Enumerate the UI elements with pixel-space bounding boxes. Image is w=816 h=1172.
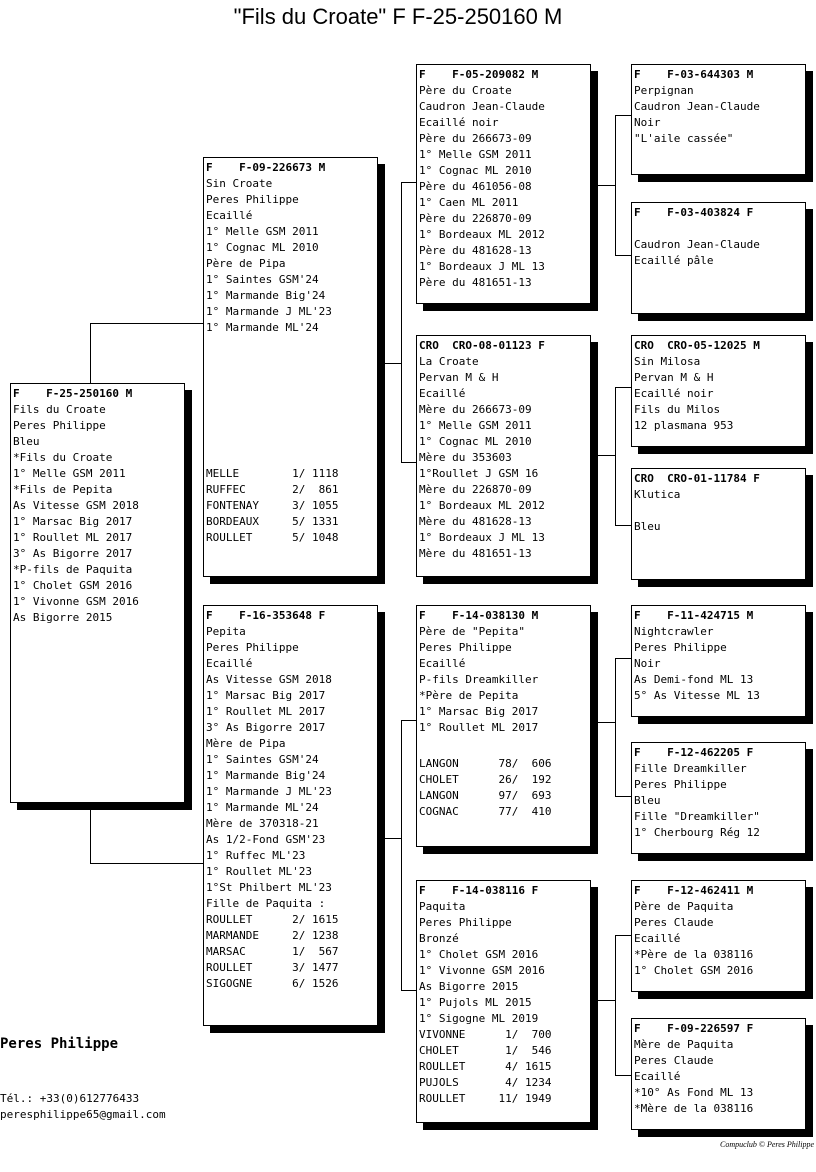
- ring-number-header: F F-25-250160 M: [13, 387, 133, 400]
- pedigree-line: 1° Pujols ML 2015: [419, 996, 532, 1009]
- pedigree-line: 1° Cholet GSM 2016: [419, 948, 539, 961]
- pedigree-line: 1° Marmande ML'24: [206, 321, 319, 334]
- connector-line: [615, 935, 632, 936]
- pedigree-line: 5° As Vitesse ML 13: [634, 689, 760, 702]
- pedigree-line: 1° Roullet ML 2017: [206, 705, 326, 718]
- ring-number-header: CRO CRO-01-11784 F: [634, 472, 760, 485]
- pedigree-line: Peres Philippe: [634, 641, 727, 654]
- pedigree-line: Caudron Jean-Claude: [419, 100, 545, 113]
- software-credit: Compuclub © Peres Philippe: [720, 1140, 814, 1149]
- pedigree-line: Paquita: [419, 900, 466, 913]
- pedigree-line: [632, 503, 805, 519]
- pedigree-line: Noir: [634, 657, 661, 670]
- connector-line: [615, 387, 616, 525]
- pedigree-line: *10° As Fond ML 13: [634, 1086, 754, 1099]
- pedigree-line: 1° Roullet ML 2017: [419, 721, 539, 734]
- race-result-line: LANGON 78/ 606: [419, 757, 552, 770]
- pedigree-line: Père de Pipa: [206, 257, 286, 270]
- connector-line: [615, 796, 632, 797]
- pedigree-line: Pervan M & H: [419, 371, 499, 384]
- pedigree-line: ROULLET 3/ 1477: [206, 961, 339, 974]
- pedigree-line: 1°Roullet J GSM 16: [419, 467, 539, 480]
- pedigree-line: Ecaillé: [206, 657, 253, 670]
- ring-number-header: F F-14-038130 M: [419, 609, 539, 622]
- pedigree-line: PUJOLS 4/ 1234: [419, 1076, 552, 1089]
- pedigree-line: Peres Philippe: [634, 778, 727, 791]
- sire-card: [203, 157, 378, 577]
- pedigree-line: Ecaillé: [634, 932, 681, 945]
- great-grandparent-card: [631, 605, 806, 717]
- pedigree-line: "L'aile cassée": [634, 132, 734, 145]
- pedigree-line: 1° Saintes GSM'24: [206, 273, 319, 286]
- pedigree-line: 1° Ruffec ML'23: [206, 849, 306, 862]
- pedigree-line: Fille "Dreamkiller": [634, 810, 760, 823]
- pedigree-line: Perpignan: [634, 84, 694, 97]
- pedigree-line: As Bigorre 2015: [419, 980, 519, 993]
- pedigree-line: 1° Cognac ML 2010: [419, 435, 532, 448]
- paternal-granddam-card: [416, 335, 591, 577]
- ring-number-header: F F-14-038116 F: [419, 884, 539, 897]
- pedigree-line: 1° Cholet GSM 2016: [634, 964, 754, 977]
- page-title: "Fils du Croate" F F-25-250160 M: [233, 4, 563, 29]
- pedigree-line: Peres Philippe: [206, 193, 299, 206]
- pedigree-line: Bleu: [634, 520, 661, 533]
- pedigree-line: 1° Marmande Big'24: [206, 769, 326, 782]
- great-grandparent-card: [631, 468, 806, 580]
- pedigree-line: 1° Marsac Big 2017: [206, 689, 326, 702]
- maternal-granddam-card: [416, 880, 591, 1123]
- pedigree-line: Peres Philippe: [206, 641, 299, 654]
- paternal-grandsire-card: [416, 64, 591, 304]
- ring-number-header: F F-16-353648 F: [206, 609, 326, 622]
- pedigree-line: Père du 461056-08: [419, 180, 532, 193]
- pedigree-line: 3° As Bigorre 2017: [13, 547, 133, 560]
- pedigree-line: Mère du 481651-13: [419, 547, 532, 560]
- pedigree-line: Mère du 226870-09: [419, 483, 532, 496]
- pedigree-line: VIVONNE 1/ 700: [419, 1028, 552, 1041]
- pedigree-line: Peres Philippe: [419, 641, 512, 654]
- pedigree-line: Père du 481628-13: [419, 244, 532, 257]
- pedigree-line: Fille de Paquita :: [206, 897, 326, 910]
- connector-line: [615, 525, 632, 526]
- pedigree-line: SIGOGNE 6/ 1526: [206, 977, 339, 990]
- pedigree-line: Fils du Croate: [13, 403, 106, 416]
- connector-line: [90, 323, 91, 385]
- pedigree-line: Père de Paquita: [634, 900, 734, 913]
- ring-number-header: F F-12-462411 M: [634, 884, 754, 897]
- connector-line: [597, 1000, 615, 1001]
- ring-number-header: F F-03-403824 F: [634, 206, 754, 219]
- pedigree-line: 1° Vivonne GSM 2016: [13, 595, 139, 608]
- pedigree-line: 1° Roullet ML 2017: [13, 531, 133, 544]
- pedigree-line: 1° Sigogne ML 2019: [419, 1012, 539, 1025]
- pedigree-line: Noir: [634, 116, 661, 129]
- pedigree-line: Pepita: [206, 625, 246, 638]
- maternal-grandsire-card: [416, 605, 591, 847]
- pedigree-line: Sin Croate: [206, 177, 273, 190]
- great-grandparent-card: [631, 202, 806, 314]
- great-grandparent-card: [631, 1018, 806, 1130]
- pedigree-line: Caudron Jean-Claude: [634, 100, 760, 113]
- race-result-line: BORDEAUX 5/ 1331: [206, 515, 339, 528]
- pedigree-line: 1° Caen ML 2011: [419, 196, 519, 209]
- pedigree-line: *P-fils de Paquita: [13, 563, 133, 576]
- pedigree-line: CHOLET 1/ 546: [419, 1044, 552, 1057]
- pedigree-line: 1° Cognac ML 2010: [419, 164, 532, 177]
- pedigree-line: Mère du 353603: [419, 451, 512, 464]
- great-grandparent-card: [631, 335, 806, 447]
- pedigree-line: Pervan M & H: [634, 371, 714, 384]
- race-result-line: COGNAC 77/ 410: [419, 805, 552, 818]
- connector-line: [90, 863, 204, 864]
- ring-number-header: CRO CRO-08-01123 F: [419, 339, 545, 352]
- connector-line: [383, 363, 401, 364]
- pedigree-line: 1° Melle GSM 2011: [13, 467, 126, 480]
- pedigree-line: Mère de 370318-21: [206, 817, 319, 830]
- race-result-line: ROULLET 5/ 1048: [206, 531, 339, 544]
- race-result-line: RUFFEC 2/ 861: [206, 483, 339, 496]
- great-grandparent-card: [631, 742, 806, 854]
- pedigree-line: As Vitesse GSM 2018: [206, 673, 332, 686]
- pedigree-line: 1° Bordeaux ML 2012: [419, 228, 545, 241]
- connector-line: [615, 387, 632, 388]
- pedigree-line: MARSAC 1/ 567: [206, 945, 339, 958]
- pedigree-line: *Fils de Pepita: [13, 483, 113, 496]
- pedigree-line: *Père de Pepita: [419, 689, 519, 702]
- pedigree-line: *Mère de la 038116: [634, 1102, 754, 1115]
- pedigree-line: 1° Cherbourg Rég 12: [634, 826, 760, 839]
- pedigree-line: 1° Saintes GSM'24: [206, 753, 319, 766]
- pedigree-line: Nightcrawler: [634, 625, 714, 638]
- connector-line: [401, 990, 417, 991]
- pedigree-line: Peres Claude: [634, 1054, 714, 1067]
- pedigree-line: 1° Marmande J ML'23: [206, 785, 332, 798]
- pedigree-line: As Demi-fond ML 13: [634, 673, 754, 686]
- pedigree-line: Ecaillé: [419, 387, 466, 400]
- race-result-line: MELLE 1/ 1118: [206, 467, 339, 480]
- pedigree-line: 1° Marsac Big 2017: [419, 705, 539, 718]
- connector-line: [401, 182, 402, 462]
- connector-line: [597, 455, 615, 456]
- owner-email: peresphilippe65@gmail.com: [0, 1108, 166, 1121]
- pedigree-line: Peres Claude: [634, 916, 714, 929]
- race-result-line: LANGON 97/ 693: [419, 789, 552, 802]
- dam-card: [203, 605, 378, 1026]
- connector-line: [401, 720, 417, 721]
- race-results: [206, 466, 338, 546]
- pedigree-line: 1° Cholet GSM 2016: [13, 579, 133, 592]
- pedigree-line: 1° Roullet ML'23: [206, 865, 312, 878]
- ring-number-header: F F-09-226597 F: [634, 1022, 754, 1035]
- pedigree-line: 1° Melle GSM 2011: [419, 148, 532, 161]
- pedigree-line: *Fils du Croate: [13, 451, 113, 464]
- pedigree-line: As Vitesse GSM 2018: [13, 499, 139, 512]
- pedigree-line: P-fils Dreamkiller: [419, 673, 539, 686]
- connector-line: [597, 722, 615, 723]
- connector-line: [615, 658, 632, 659]
- connector-line: [401, 462, 417, 463]
- owner-phone: Tél.: +33(0)612776433: [0, 1092, 140, 1105]
- pedigree-line: Mère du 266673-09: [419, 403, 532, 416]
- pedigree-line: As Bigorre 2015: [13, 611, 113, 624]
- pedigree-line: Ecaillé: [419, 657, 466, 670]
- connector-line: [90, 323, 204, 324]
- race-results: [419, 756, 551, 820]
- connector-line: [90, 802, 91, 863]
- pedigree-line: [632, 221, 805, 237]
- connector-line: [615, 658, 616, 796]
- ring-number-header: F F-09-226673 M: [206, 161, 326, 174]
- pedigree-line: 1° Bordeaux J ML 13: [419, 531, 545, 544]
- pedigree-line: 1° Marmande ML'24: [206, 801, 319, 814]
- pedigree-line: Père du 266673-09: [419, 132, 532, 145]
- pedigree-line: *Père de la 038116: [634, 948, 754, 961]
- pedigree-line: 1° Marmande Big'24: [206, 289, 326, 302]
- pedigree-line: Caudron Jean-Claude: [634, 238, 760, 251]
- pedigree-line: 1° Vivonne GSM 2016: [419, 964, 545, 977]
- subject-pigeon-card: [10, 383, 185, 803]
- pedigree-line: Père de "Pepita": [419, 625, 525, 638]
- great-grandparent-card: [631, 880, 806, 992]
- connector-line: [615, 935, 616, 1075]
- ring-number-header: F F-03-644303 M: [634, 68, 754, 81]
- ring-number-header: CRO CRO-05-12025 M: [634, 339, 760, 352]
- pedigree-line: 12 plasmana 953: [634, 419, 734, 432]
- connector-line: [383, 838, 401, 839]
- pedigree-line: Mère du 481628-13: [419, 515, 532, 528]
- pedigree-line: Ecaillé noir: [634, 387, 714, 400]
- connector-line: [401, 720, 402, 990]
- connector-line: [615, 115, 632, 116]
- pedigree-line: Ecaillé pâle: [634, 254, 714, 267]
- pedigree-line: Ecaillé noir: [419, 116, 499, 129]
- pedigree-line: Bleu: [13, 435, 40, 448]
- race-result-line: CHOLET 26/ 192: [419, 773, 552, 786]
- connector-line: [597, 185, 615, 186]
- connector-line: [615, 255, 632, 256]
- pedigree-line: Sin Milosa: [634, 355, 701, 368]
- great-grandparent-card: [631, 64, 806, 175]
- pedigree-line: Père du Croate: [419, 84, 512, 97]
- pedigree-line: 1° Cognac ML 2010: [206, 241, 319, 254]
- pedigree-line: As 1/2-Fond GSM'23: [206, 833, 326, 846]
- race-result-line: FONTENAY 3/ 1055: [206, 499, 339, 512]
- pedigree-line: 1° Bordeaux ML 2012: [419, 499, 545, 512]
- owner-name: Peres Philippe: [0, 1036, 119, 1052]
- pedigree-line: Père du 481651-13: [419, 276, 532, 289]
- pedigree-line: 1° Marmande J ML'23: [206, 305, 332, 318]
- pedigree-line: ROULLET 2/ 1615: [206, 913, 339, 926]
- ring-number-header: F F-12-462205 F: [634, 746, 754, 759]
- pedigree-line: Fils du Milos: [634, 403, 721, 416]
- pedigree-line: Ecaillé: [634, 1070, 681, 1083]
- pedigree-line: Bronzé: [419, 932, 459, 945]
- connector-line: [615, 115, 616, 255]
- pedigree-line: MARMANDE 2/ 1238: [206, 929, 339, 942]
- ring-number-header: F F-11-424715 M: [634, 609, 754, 622]
- pedigree-line: Peres Philippe: [13, 419, 106, 432]
- pedigree-line: 3° As Bigorre 2017: [206, 721, 326, 734]
- pedigree-line: La Croate: [419, 355, 479, 368]
- pedigree-line: Mère de Pipa: [206, 737, 286, 750]
- pedigree-line: ROULLET 11/ 1949: [419, 1092, 552, 1105]
- pedigree-line: Père du 226870-09: [419, 212, 532, 225]
- connector-line: [401, 182, 417, 183]
- pedigree-line: Klutica: [634, 488, 681, 501]
- ring-number-header: F F-05-209082 M: [419, 68, 539, 81]
- pedigree-line: Fille Dreamkiller: [634, 762, 747, 775]
- pedigree-line: 1° Marsac Big 2017: [13, 515, 133, 528]
- pedigree-line: ROULLET 4/ 1615: [419, 1060, 552, 1073]
- pedigree-line: Ecaillé: [206, 209, 253, 222]
- pedigree-line: 1° Melle GSM 2011: [419, 419, 532, 432]
- pedigree-line: Mère de Paquita: [634, 1038, 734, 1051]
- pedigree-line: 1°St Philbert ML'23: [206, 881, 332, 894]
- pedigree-line: Bleu: [634, 794, 661, 807]
- connector-line: [615, 1075, 632, 1076]
- pedigree-line: Peres Philippe: [419, 916, 512, 929]
- pedigree-line: 1° Melle GSM 2011: [206, 225, 319, 238]
- pedigree-line: 1° Bordeaux J ML 13: [419, 260, 545, 273]
